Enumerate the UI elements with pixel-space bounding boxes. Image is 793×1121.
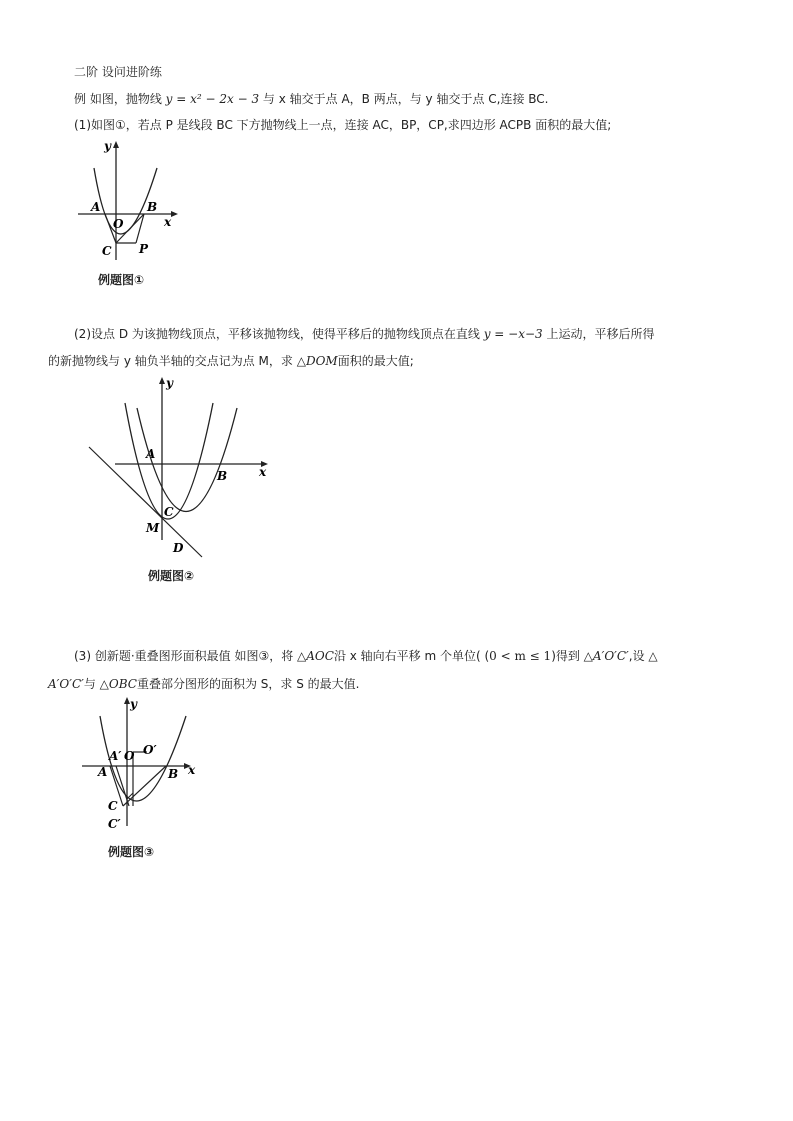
fig2-y-label: y xyxy=(166,376,173,390)
fig3-label-a: A xyxy=(98,765,108,779)
figure-1-caption: 例题图① xyxy=(98,273,145,287)
fig2-x-label: x xyxy=(259,465,267,479)
fig3-label-a-prime: A′ xyxy=(109,749,122,763)
figure-3 xyxy=(80,696,210,836)
fig1-x-label: x xyxy=(164,215,172,229)
fig3-label-b: B xyxy=(168,767,179,781)
fig1-label-o: O xyxy=(113,217,124,231)
figure-1 xyxy=(78,140,188,265)
question-3-line-2: A′O′C′与 △OBC重叠部分图形的面积为 S，求 S 的最大值. xyxy=(48,677,360,691)
figure-3-caption: 例题图③ xyxy=(108,845,155,859)
fig3-label-o-prime: O′ xyxy=(143,743,157,757)
fig2-label-a: A xyxy=(146,447,156,461)
fig3-label-o: O xyxy=(124,749,135,763)
question-2-line-2: 的新抛物线与 y 轴负半轴的交点记为点 M，求 △DOM面积的最大值; xyxy=(48,354,414,368)
fig2-label-c: C xyxy=(164,505,174,519)
example-statement: 例 如图，抛物线 y = x² − 2x − 3 与 x 轴交于点 A，B 两点，与 y 轴交于点 C,连接 BC. xyxy=(74,92,549,106)
figure-2 xyxy=(85,375,275,565)
fig2-label-b: B xyxy=(217,469,228,483)
fig1-label-a: A xyxy=(91,200,101,214)
question-1: (1)如图①，若点 P 是线段 BC 下方抛物线上一点，连接 AC，BP，CP,求四边形 ACPB 面积的最大值; xyxy=(74,118,612,132)
parabola-equation: y = x² − 2x − 3 xyxy=(165,92,260,106)
fig3-x-label: x xyxy=(188,763,196,777)
question-2-line-1: (2)设点 D 为该抛物线顶点，平移该抛物线，使得平移后的抛物线顶点在直线 y = −x−3 上运动，平移后所得 xyxy=(74,327,655,341)
question-3-line-1: (3) 创新题·重叠图形面积最值 如图③，将 △AOC沿 x 轴向右平移 m 个单位( (0 < m ≤ 1)得到 △A′O′C′,设 △ xyxy=(74,649,658,663)
fig1-label-p: P xyxy=(139,242,149,256)
fig3-y-label: y xyxy=(130,697,137,711)
fig1-y-label: y xyxy=(104,140,111,153)
fig2-label-m: M xyxy=(146,521,160,535)
fig1-label-b: B xyxy=(147,200,158,214)
fig3-label-c-prime: C′ xyxy=(108,817,121,831)
section-heading: 二阶 设问进阶练 xyxy=(74,65,162,79)
fig3-label-c: C xyxy=(108,799,118,813)
fig1-label-c: C xyxy=(102,244,112,258)
fig2-label-d: D xyxy=(173,541,184,555)
figure-2-caption: 例题图② xyxy=(148,569,195,583)
